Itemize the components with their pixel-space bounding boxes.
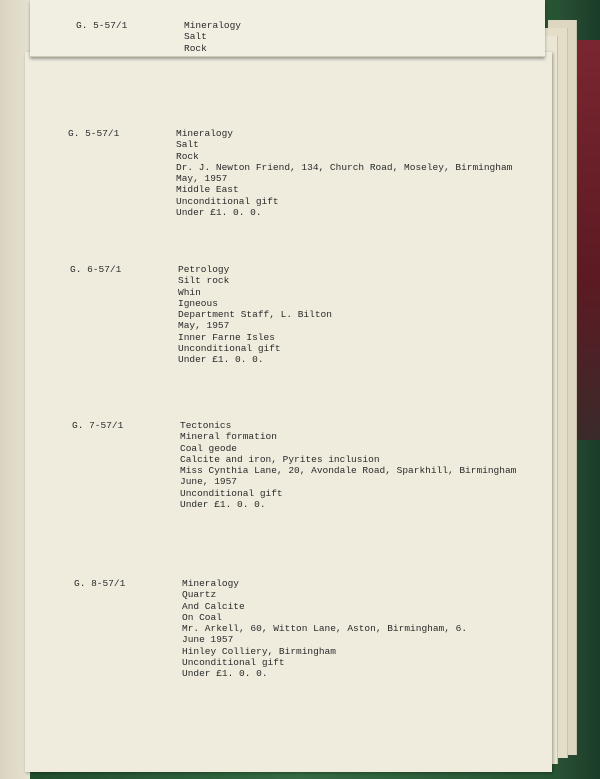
entry-line: Mineral formation: [180, 431, 277, 443]
entry-number: G. 5-57/1: [68, 128, 120, 139]
entry-line: Silt rock: [178, 275, 230, 287]
entry-line: Under £1. 0. 0.: [180, 499, 266, 511]
entry-line: Rock: [184, 42, 207, 54]
entry-line: Calcite and iron, Pyrites inclusion: [180, 453, 380, 465]
entry-line: Middle East: [176, 184, 239, 196]
entry-line: Under £1. 0. 0.: [178, 354, 264, 366]
entry-line: Unconditional gift: [178, 343, 281, 355]
entry-line: Rock: [176, 150, 199, 162]
entry-line: Mr. Arkell, 60, Witton Lane, Aston, Birmingham, 6.: [182, 623, 468, 635]
entry-line: Under £1. 0. 0.: [176, 207, 262, 219]
entry-details: [182, 578, 467, 680]
entry-line: Hinley Colliery, Birmingham: [182, 645, 336, 657]
entry-line: And Calcite: [182, 600, 245, 612]
entry-line: Mineralogy: [182, 578, 240, 589]
entry-line: Salt: [184, 31, 207, 43]
entry-line: Department Staff, L. Bilton: [178, 309, 332, 321]
entry-line: Under £1. 0. 0.: [182, 668, 268, 680]
entry-line: Dr. J. Newton Friend, 134, Church Road, Moseley, Birmingham: [176, 161, 513, 173]
entry-line: Mineralogy: [184, 20, 242, 31]
top-slip-number: G. 5-57/1: [76, 20, 128, 31]
entry-number: G. 6-57/1: [70, 264, 122, 275]
entry-line: On Coal: [182, 611, 222, 623]
entry-line: Unconditional gift: [182, 657, 285, 669]
entry-line: Igneous: [178, 297, 218, 309]
entry-line: Coal geode: [180, 442, 238, 454]
entry-details: [180, 420, 516, 510]
entry-line: Inner Farne Isles: [178, 331, 275, 343]
entry-line: Mineralogy: [176, 128, 234, 139]
entry-line: Miss Cynthia Lane, 20, Avondale Road, Sparkhill, Birmingham: [180, 465, 517, 477]
binder-spine: [575, 40, 600, 440]
entry-line: Salt: [176, 139, 199, 151]
entry-details: [178, 264, 332, 366]
top-slip-lines: [184, 20, 241, 54]
entry-line: June 1957: [182, 634, 234, 646]
entry-line: June, 1957: [180, 476, 238, 488]
entry-line: Whin: [178, 286, 201, 298]
overlapping-page: [30, 0, 545, 57]
entry-line: May, 1957: [178, 320, 230, 332]
entry-line: Unconditional gift: [180, 487, 283, 499]
entry-line: Quartz: [182, 589, 217, 601]
entry-line: Tectonics: [180, 420, 232, 431]
entry-line: Unconditional gift: [176, 195, 279, 207]
entry-line: May, 1957: [176, 173, 228, 185]
entry-line: Petrology: [178, 264, 230, 275]
entry-number: G. 7-57/1: [72, 420, 124, 431]
entry-details: [176, 128, 512, 218]
entry-number: G. 8-57/1: [74, 578, 126, 589]
